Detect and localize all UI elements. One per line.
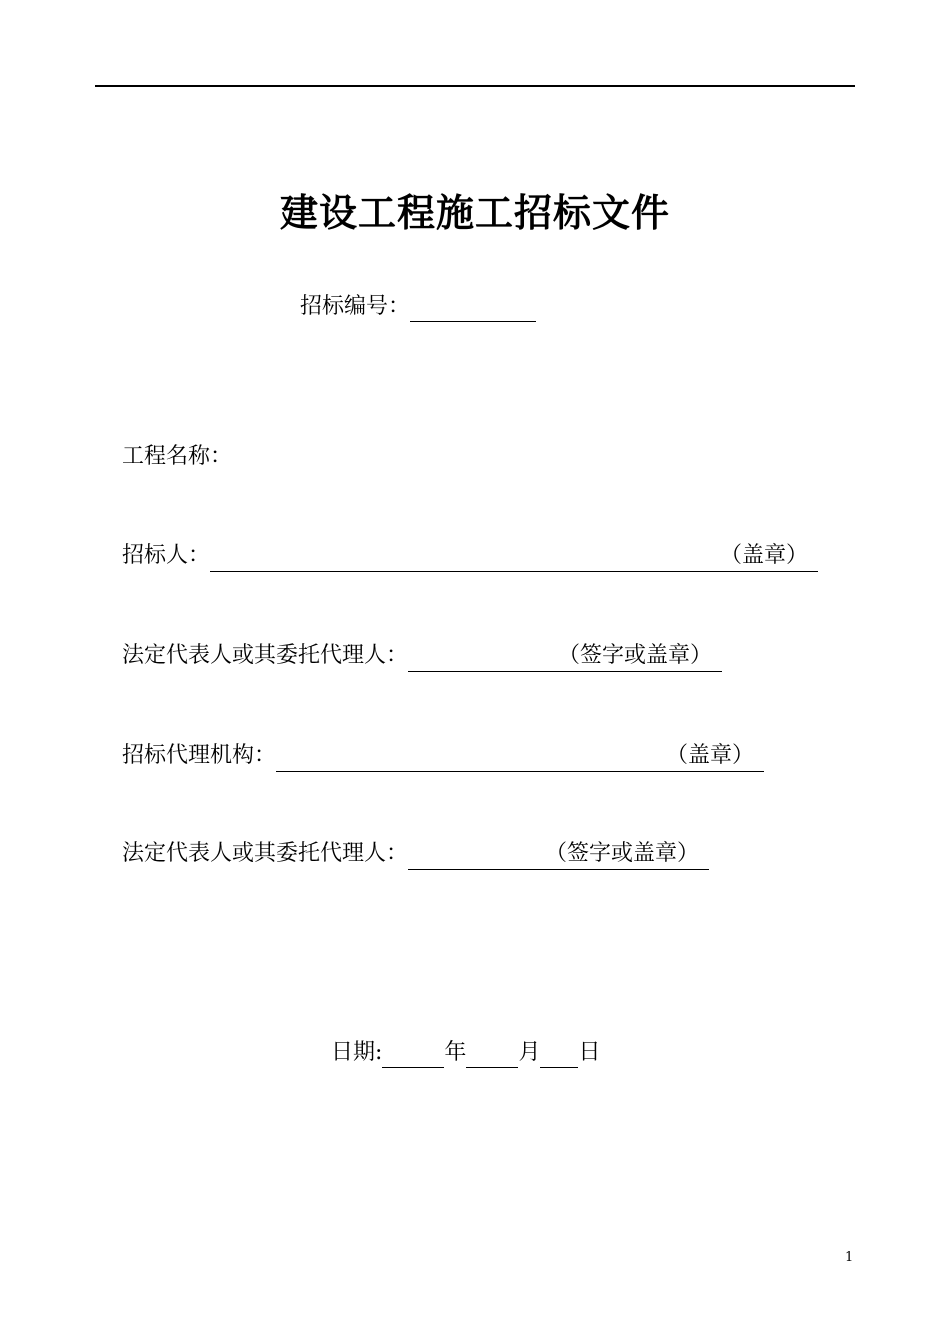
legal-rep-seal-2: （签字或盖章） bbox=[545, 839, 709, 870]
month-field[interactable] bbox=[466, 1043, 518, 1068]
date-row bbox=[331, 1038, 600, 1068]
bid-number-field[interactable] bbox=[410, 297, 536, 322]
year-label: 年 bbox=[444, 1040, 467, 1065]
document-title: 建设工程施工招标文件 bbox=[279, 190, 670, 235]
tenderer-label: 招标人： bbox=[122, 543, 211, 568]
project-name-label: 工程名称： bbox=[122, 444, 233, 469]
bid-number-label: 招标编号： bbox=[300, 294, 411, 319]
tenderer-field[interactable] bbox=[210, 547, 720, 572]
agency-label: 招标代理机构： bbox=[122, 743, 277, 768]
legal-rep-label-2: 法定代表人或其委托代理人： bbox=[122, 841, 409, 866]
agency-seal: （盖章） bbox=[666, 741, 764, 772]
page-number: 1 bbox=[845, 1250, 854, 1265]
bid-number-row bbox=[300, 292, 536, 322]
legal-rep-row-1 bbox=[122, 641, 722, 672]
legal-rep-field-2[interactable] bbox=[408, 845, 545, 870]
date-label: 日期: bbox=[331, 1040, 383, 1065]
agency-field[interactable] bbox=[276, 747, 666, 772]
day-label: 日 bbox=[578, 1040, 601, 1065]
legal-rep-label-1: 法定代表人或其委托代理人： bbox=[122, 643, 409, 668]
legal-rep-row-2 bbox=[122, 839, 709, 870]
legal-rep-seal-1: （签字或盖章） bbox=[558, 641, 722, 672]
header-rule bbox=[95, 85, 855, 87]
agency-row bbox=[122, 741, 764, 772]
month-label: 月 bbox=[518, 1040, 541, 1065]
legal-rep-field-1[interactable] bbox=[408, 647, 558, 672]
tenderer-row bbox=[122, 541, 818, 572]
project-name-row bbox=[122, 442, 232, 472]
tenderer-seal: （盖章） bbox=[720, 541, 818, 572]
year-field[interactable] bbox=[382, 1043, 444, 1068]
day-field[interactable] bbox=[540, 1043, 578, 1068]
